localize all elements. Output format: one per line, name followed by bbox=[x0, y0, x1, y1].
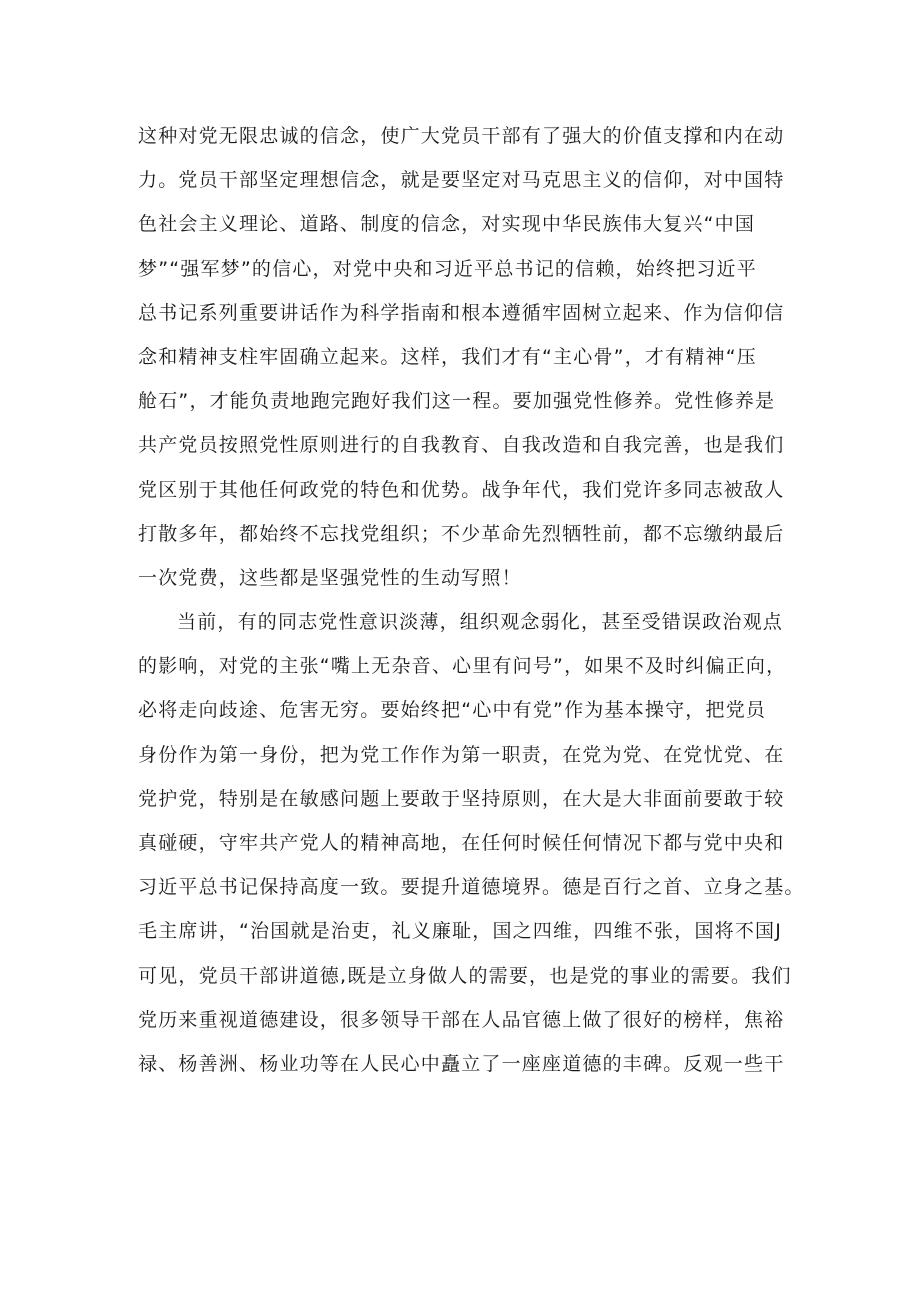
text-line: 的影响，对党的主张“嘴上无杂音、心里有问号”，如果不及时纠偏正向， bbox=[138, 655, 787, 678]
text-line: 党护党，特别是在敏感问题上要敢于坚持原则，在大是大非面前要敢于较 bbox=[138, 787, 785, 810]
text-line: 可见，党员干部讲道德,既是立身做人的需要，也是党的事业的需要。我们 bbox=[138, 964, 792, 987]
text-line: 党区别于其他任何政党的特色和优势。战争年代，我们党许多同志被敌人 bbox=[138, 478, 785, 501]
body-text bbox=[138, 114, 805, 1086]
text-line: 总书记系列重要讲话作为科学指南和根本遵循牢固树立起来、作为信仰信 bbox=[138, 301, 785, 324]
text-line: 一次党费，这些都是坚强党性的生动写照！ bbox=[138, 566, 522, 589]
paragraph-start-line: 当前，有的同志党性意识淡薄，组织观念弱化，甚至受错误政治观点 bbox=[177, 611, 784, 634]
text-line: 习近平总书记保持高度一致。要提升道德境界。德是百行之首、立身之基。 bbox=[138, 876, 805, 899]
text-line: 舱石”，才能负责地跑完跑好我们这一程。要加强党性修养。党性修养是 bbox=[138, 390, 776, 413]
text-line: 力。党员干部坚定理想信念，就是要坚定对马克思主义的信仰，对中国特 bbox=[138, 169, 785, 192]
text-line: 梦”“强军梦”的信心，对党中央和习近平总书记的信赖，始终把习近平 bbox=[138, 257, 757, 280]
text-line: 色社会主义理论、道路、制度的信念，对实现中华民族伟大复兴“中国 bbox=[138, 213, 756, 236]
text-line: 真碰硬，守牢共产党人的精神高地，在任何时候任何情况下都与党中央和 bbox=[138, 832, 785, 854]
text-line: 必将走向歧途、危害无穷。要始终把“心中有党”作为基本操守，把党员 bbox=[138, 699, 767, 722]
text-line: 身份作为第一身份，把为党工作作为第一职责，在党为党、在党忧党、在 bbox=[138, 743, 785, 766]
text-line: 党历来重视道德建设，很多领导干部在人品官德上做了很好的榜样，焦裕 bbox=[138, 1008, 785, 1031]
text-line: 念和精神支柱牢固确立起来。这样，我们才有“主心骨”，才有精神“压 bbox=[138, 345, 757, 368]
text-line: 毛主席讲，“治国就是治吏，礼义廉耻，国之四维，四维不张，国将不国J bbox=[138, 920, 783, 943]
text-line: 这种对党无限忠诚的信念，使广大党员干部有了强大的价值支撑和内在动 bbox=[138, 125, 785, 147]
text-line: 共产党员按照党性原则进行的自我教育、自我改造和自我完善，也是我们 bbox=[138, 434, 785, 457]
text-line: 禄、杨善洲、杨业功等在人民心中矗立了一座座道德的丰碑。反观一些干 bbox=[138, 1052, 785, 1075]
text-line: 打散多年，都始终不忘找党组织；不少革命先烈牺牲前，都不忘缴纳最后 bbox=[138, 522, 785, 545]
